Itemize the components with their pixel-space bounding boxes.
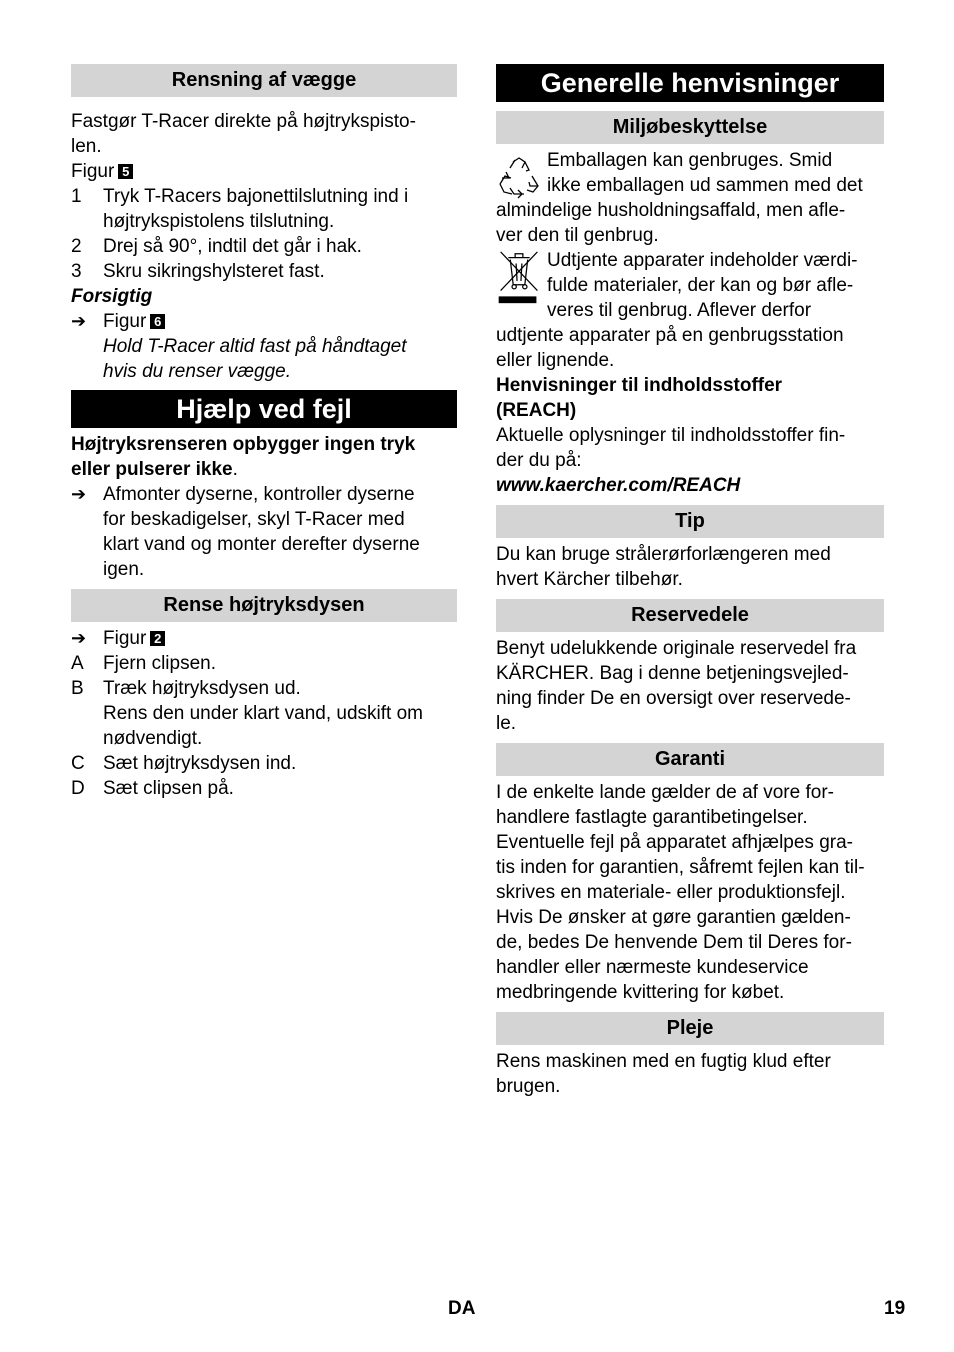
caution-text: Hold T-Racer altid fast på håndtaget (103, 336, 407, 357)
figure-ref: Figur 5 (71, 159, 457, 184)
caution-label: Forsigtig (71, 286, 153, 307)
footer-language: DA (448, 1298, 476, 1319)
figure-number: 5 (118, 164, 133, 179)
section-heading-warranty: Garanti (496, 743, 884, 776)
figure-number: 6 (150, 314, 165, 329)
list-item: 2 Drej så 90°, indtil det går i hak. (71, 236, 362, 257)
list-item: ➔ Afmonter dyserne, kontroller dyserne (71, 484, 415, 505)
fault-title: Højtryksrenseren opbygger ingen tryk (71, 434, 416, 455)
paragraph: len. (71, 136, 102, 157)
list-item: C Sæt højtryksdysen ind. (71, 753, 297, 774)
chapter-heading-general: Generelle henvisninger (496, 64, 884, 102)
section-heading-spare-parts: Reservedele (496, 599, 884, 632)
reach-title: (REACH) (496, 400, 577, 421)
list-item: 1 Tryk T-Racers bajonettilslutning ind i (71, 186, 409, 207)
section-heading-wall-cleaning: Rensning af vægge (71, 64, 457, 97)
caution-text: hvis du renser vægge. (103, 361, 291, 382)
reach-link[interactable]: www.kaercher.com/REACH (496, 475, 741, 496)
arrow-right-icon: ➔ (71, 628, 87, 648)
crossed-bin-icon (496, 248, 542, 308)
fault-title: eller pulserer ikke. (71, 459, 238, 480)
arrow-right-icon: ➔ (71, 484, 87, 504)
list-item: 3 Skru sikringshylsteret fast. (71, 261, 325, 282)
chapter-heading-troubleshooting: Hjælp ved fejl (71, 390, 457, 428)
list-item: B Træk højtryksdysen ud. (71, 678, 301, 699)
figure-number: 2 (150, 631, 165, 646)
arrow-right-icon: ➔ (71, 311, 87, 331)
list-item: ➔ Figur 6 (71, 309, 457, 334)
page-number: 19 (884, 1298, 906, 1319)
section-heading-environment: Miljøbeskyttelse (496, 111, 884, 144)
section-heading-tip: Tip (496, 505, 884, 538)
list-item: højtrykspistolens tilslutning. (103, 211, 335, 232)
recycle-icon (496, 148, 542, 208)
list-item: Rens den under klart vand, udskift om (103, 703, 424, 724)
step-list (71, 184, 457, 284)
list-item: A Fjern clipsen. (71, 653, 216, 674)
right-column: Generelle henvisninger Miljøbeskyttelse Emballagen kan genbruges. Smid ikke emballagen ud sammen med det almindelige husholdningsaffald, men afle- ver den til genbrug. Udtjente apparater indeholder værdi- fulde materialer, der kan og bør afle- veres til genbrug. Aflever derfor udtjente apparater på en genbrugsstation eller lignende. Henvisninger til indholdsstoffer (REACH) Aktuelle oplysninger til indholdsstoffer fin- der du på: www.kaercher.com/REACH Tip Du kan bruge strålerørforlængeren med hvert Kärcher tilbehør. Reservedele Benyt udelukkende originale reservedel fra KÄRCHER. Bag i denne betjeningsvejled- ning finder De en oversigt over reservede- le. Garanti I de enkelte lande gælder de af vore for- handlere fastlagte garantibetingelser. Eventuelle fejl på apparatet afhjælpes gra- tis inden for garantien, såfremt fejlen kan til- skrives en materiale- eller produktionsfejl. Hvis De ønsker at gøre garantien gælden- de, bedes De henvende Dem til Deres for- handler eller nærmeste kundeservice medbringende kvittering for købet. Pleje Rens maskinen med en fugtig klud efter brugen. (496, 64, 884, 1099)
reach-title: Henvisninger til indholdsstoffer (496, 375, 783, 396)
section-heading-nozzle: Rense højtryksdysen (71, 589, 457, 622)
list-item: nødvendigt. (103, 728, 203, 749)
list-item: D Sæt clipsen på. (71, 778, 234, 799)
section-heading-care: Pleje (496, 1012, 884, 1045)
left-column: Rensning af vægge Fastgør T-Racer direkte på højtrykspisto- len. Figur 5 1 Tryk T-Racers bajonettilslutning ind i højtrykspistolens tilslutning. 2 Drej så 90°, indtil det går i hak. 3 Skru sikringshylsteret fast. Forsigtig ➔ Figur 6 Hold T-Racer altid fast på håndtaget hvis du renser vægge. Hjælp ved fejl Højtryksrenseren opbygger ingen tryk eller pulserer ikke. ➔ Afmonter dyserne, kontroller dyserne for beskadigelser, skyl T-Racer med klart vand og monter derefter dyserne igen. Rense højtryksdysen ➔ Figur 2 A Fjern clipsen. B Træk højtryksdysen ud. Rens den under klart vand, udskift om nødvendigt. C Sæt højtryksdysen ind. D Sæt clipsen på. (71, 64, 457, 801)
list-item: ➔ Figur 2 (71, 626, 457, 651)
paragraph: Fastgør T-Racer direkte på højtrykspisto- (71, 111, 416, 132)
